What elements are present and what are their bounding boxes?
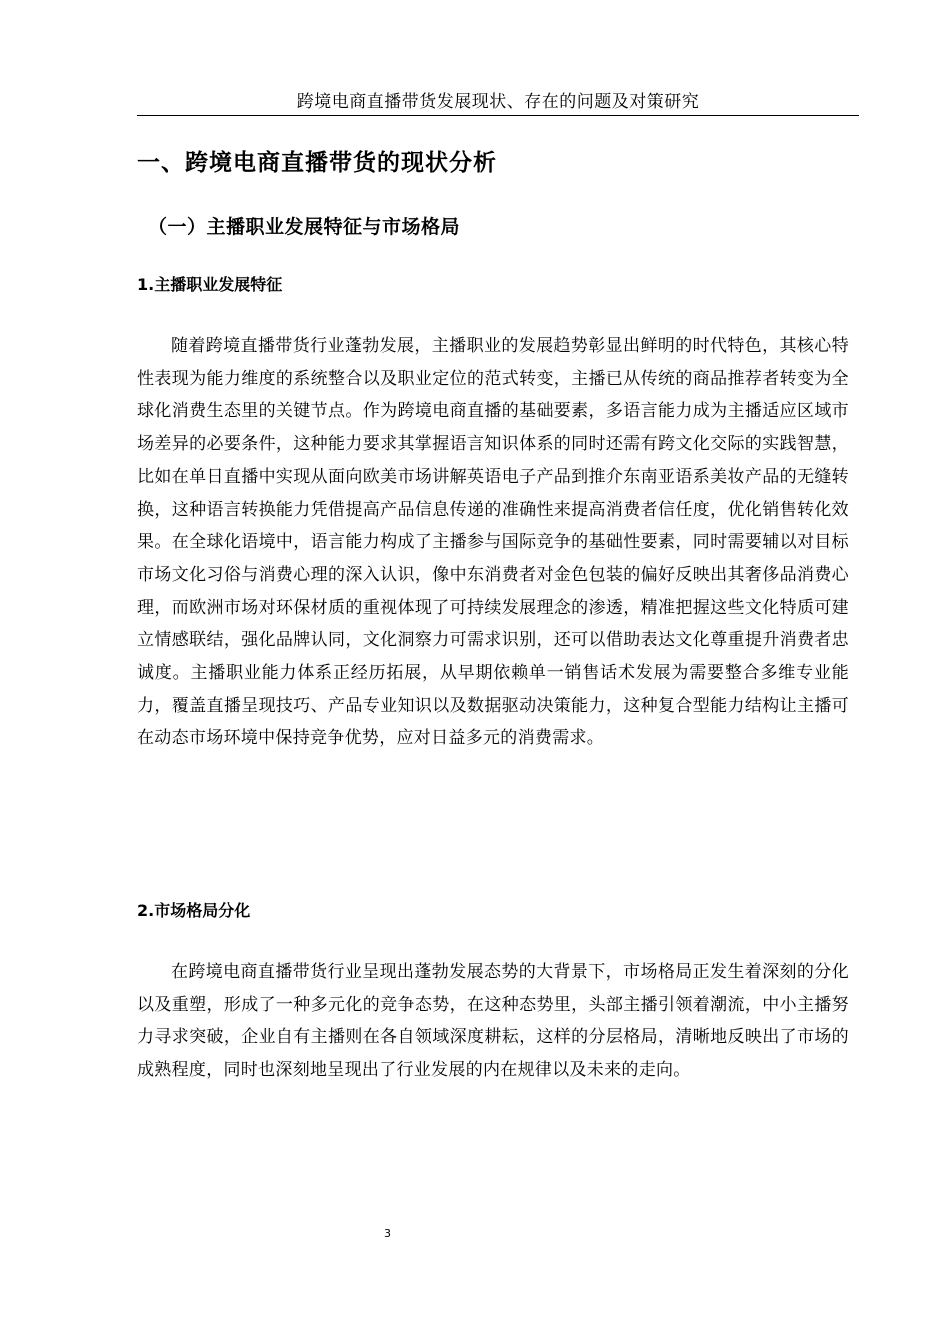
subheading-1: 1.主播职业发展特征	[137, 275, 283, 294]
paragraph-1: 随着跨境直播带货行业蓬勃发展，主播职业的发展趋势彰显出鲜明的时代特色，其核心特性表现为能力维度的系统整合以及职业定位的范式转变，主播已从传统的商品推荐者转变为全球化消费生态里的关键节点。作为跨境电商直播的基础要素，多语言能力成为主播适应区域市场差异的必要条件，这种能力要求其掌握语言知识体系的同时还需有跨文化交际的实践智慧，比如在单日直播中实现从面向欧美市场讲解英语电子产品到推介东南亚语系美妆产品的无缝转换，这种语言转换能力凭借提高产品信息传递的准确性来提高消费者信任度，优化销售转化效果。在全球化语境中，语言能力构成了主播参与国际竞争的基础性要素，同时需要辅以对目标市场文化习俗与消费心理的深入认识，像中东消费者对金色包装的偏好反映出其奢侈品消费心理，而欧洲市场对环保材质的重视体现了可持续发展理念的渗透，精准把握这些文化特质可建立情感联结，强化品牌认同，文化洞察力可需求识别，还可以借助表达文化尊重提升消费者忠诚度。主播职业能力体系正经历拓展，从早期依赖单一销售话术发展为需要整合多维专业能力，覆盖直播呈现技巧、产品专业知识以及数据驱动决策能力，这种复合型能力结构让主播可在动态市场环境中保持竞争优势，应对日益多元的消费需求。	[137, 336, 849, 749]
header-rule	[137, 115, 859, 116]
paragraph-2: 在跨境电商直播带货行业呈现出蓬勃发展态势的大背景下，市场格局正发生着深刻的分化以及重塑，形成了一种多元化的竞争态势，在这种态势里，头部主播引领着潮流，中小主播努力寻求突破，企业自有主播则在各自领域深度耕耘，这样的分层格局，清晰地反映出了市场的成熟程度，同时也深刻地呈现出了行业发展的内在规律以及未来的走向。	[137, 962, 849, 1081]
subheading-2: 2.市场格局分化	[137, 901, 251, 920]
section-title: 一、跨境电商直播带货的现状分析	[137, 150, 497, 176]
subsection-title: （一）主播职业发展特征与市场格局	[148, 216, 461, 238]
running-header: 跨境电商直播带货发展现状、存在的问题及对策研究	[296, 92, 700, 112]
page-number: 3	[384, 1227, 391, 1240]
